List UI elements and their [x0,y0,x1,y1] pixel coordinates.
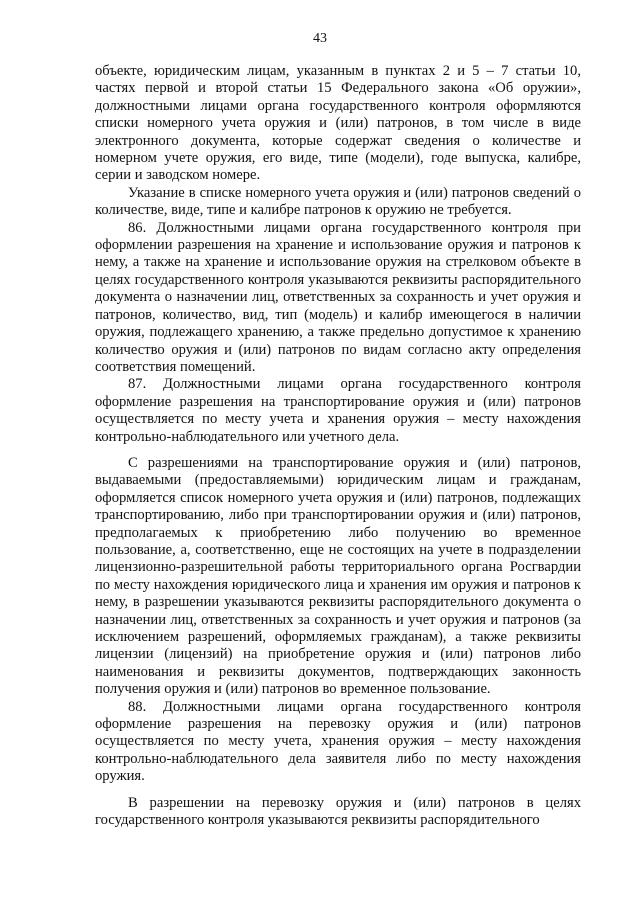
paragraph-86: 86. Должностными лицами органа государственного контроля при оформлении разрешения на хранение и использование оружия и патронов к нему, а также на хранение и использование оружия на стрелковом объекте в целях государственного контроля указываются реквизиты распорядительного документа о назначении лиц, ответственных за сохранность и учет оружия и патронов, количество, вид, тип (модель) и калибр имеющегося в наличии оружия, подлежащего хранению, а также предельно допустимое к хранению количество оружия и (или) патронов по видам согласно акту определения соответствия помещений. [95,219,581,375]
paragraph-transport-permits: С разрешениями на транспортирование оружия и (или) патронов, выдаваемыми (предоставляемыми) юридическим лицам и гражданам, оформляется список номерного учета оружия и (или) патронов, подлежащих транспортированию, либо при транспортировании оружия и (или) патронов, предполагаемых к приобретению либо получению во временное пользование, а, соответственно, еще не состоящих на учете в подразделении лицензионно-разрешительной работы территориального органа Росгвардии по месту нахождения юридического лица и хранения им оружия и патронов к нему, в разрешении указываются реквизиты распорядительного документа о назначении лиц, ответственных за сохранность и учет оружия и патронов (за исключением разрешений, оформляемых гражданам), а также реквизиты лицензии (лицензий) на приобретение оружия и (или) патронов либо наименования и реквизиты документов, подтверждающих законность получения оружия и (или) патронов во временное пользование. [95,454,581,698]
paragraph-carriage-permit: В разрешении на перевозку оружия и (или) патронов в целях государственного контроля указываются реквизиты распорядительного [95,794,581,829]
paragraph-88: 88. Должностными лицами органа государственного контроля оформление разрешения на перевозку оружия и (или) патронов осуществляется по месту учета, хранения оружия – месту нахождения контрольно-наблюдательного дела заявителя либо по месту нахождения оружия. [95,698,581,785]
body-text [95,63,581,829]
paragraph-continuation: объекте, юридическим лицам, указанным в пунктах 2 и 5 – 7 статьи 10, частях первой и второй статьи 15 Федерального закона «Об оружии», должностными лицами органа государственного контроля оформляются списки номерного учета оружия и (или) патронов, в том числе в виде электронного документа, которые содержат сведения о количестве и номерном учете оружия, его виде, типе (модели), годе выпуска, калибре, серии и заводском номере. [95,63,581,184]
page-number: 43 [313,31,327,46]
paragraph-87: 87. Должностными лицами органа государственного контроля оформление разрешения на транспортирование оружия и (или) патронов осуществляется по месту учета и хранения оружия – месту нахождения контрольно-наблюдательного или учетного дела. [95,376,581,445]
paragraph-note-on-numbering: Указание в списке номерного учета оружия и (или) патронов сведений о количестве, виде, типе и калибре патронов к оружию не требуется. [95,184,581,219]
